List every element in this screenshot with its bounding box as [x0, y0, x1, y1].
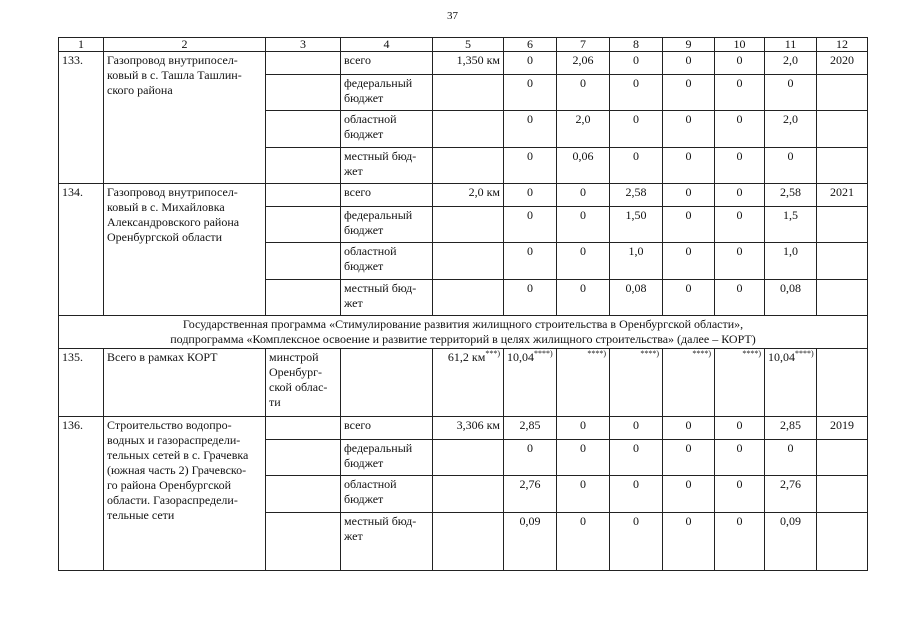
row-number: 136.	[59, 417, 104, 571]
value-v11: 1,5	[765, 207, 817, 243]
value-col11: 10,04****)	[765, 349, 817, 417]
responsible-org	[266, 280, 341, 316]
value-col6: 10,04****)	[504, 349, 557, 417]
object-name: Строительство водопро- водных и газораспредели- тельных сетей в с. Грачевка (южная часть 2) Грачевско- го района Оренбургской области. Газораспредели- тельные сети	[104, 417, 266, 571]
funding-source: всего	[341, 52, 433, 75]
value-year: 2021	[817, 184, 868, 207]
value-v7: 2,06	[557, 52, 610, 75]
funding-source: местный бюд- жет	[341, 280, 433, 316]
funding-source: федеральный бюджет	[341, 207, 433, 243]
program-heading	[59, 316, 868, 349]
value-v10: 0	[715, 52, 765, 75]
col-header: 5	[433, 38, 504, 52]
value-v7: 0	[557, 513, 610, 571]
value-v11: 2,76	[765, 476, 817, 513]
value-len	[433, 513, 504, 571]
col-header: 1	[59, 38, 104, 52]
value-v9: 0	[663, 440, 715, 476]
col-header: 4	[341, 38, 433, 52]
value-v7: 0,06	[557, 148, 610, 184]
value-year	[817, 243, 868, 280]
value-v10: 0	[715, 417, 765, 440]
value-v6: 0	[504, 207, 557, 243]
value-len	[433, 207, 504, 243]
funding-source: всего	[341, 184, 433, 207]
funding-source: федеральный бюджет	[341, 440, 433, 476]
funding-source: областной бюджет	[341, 476, 433, 513]
value-v7: 0	[557, 476, 610, 513]
value-v6: 2,85	[504, 417, 557, 440]
value-v10: 0	[715, 513, 765, 571]
value-v8: 0	[610, 440, 663, 476]
value-v7: 0	[557, 184, 610, 207]
responsible-org	[266, 52, 341, 75]
value-len	[433, 111, 504, 148]
value-v9: 0	[663, 243, 715, 280]
col-header: 2	[104, 38, 266, 52]
value-v8: 0	[610, 52, 663, 75]
value-v6: 0	[504, 148, 557, 184]
table-row	[59, 417, 868, 440]
table-row	[59, 184, 868, 207]
value-len: 1,350 км	[433, 52, 504, 75]
value-v11: 2,0	[765, 52, 817, 75]
value-v8: 2,58	[610, 184, 663, 207]
value-v8: 0	[610, 111, 663, 148]
value-col8: ****)	[610, 349, 663, 417]
value-col7: ****)	[557, 349, 610, 417]
table-row	[59, 349, 868, 417]
funding-source: областной бюджет	[341, 111, 433, 148]
responsible-org	[266, 243, 341, 280]
value-v11: 2,85	[765, 417, 817, 440]
row-number: 134.	[59, 184, 104, 316]
value-v6: 0	[504, 184, 557, 207]
value-v6: 0	[504, 243, 557, 280]
value-v10: 0	[715, 280, 765, 316]
col-header: 3	[266, 38, 341, 52]
object-name: Газопровод внутрипосел- ковый в с. Михайловка Александровского района Оренбургской области	[104, 184, 266, 316]
value-v9: 0	[663, 207, 715, 243]
value-v7: 0	[557, 243, 610, 280]
value-v8: 1,50	[610, 207, 663, 243]
responsible-org	[266, 207, 341, 243]
value-v9: 0	[663, 52, 715, 75]
value-v10: 0	[715, 440, 765, 476]
value-v6: 0	[504, 75, 557, 111]
value-v11: 1,0	[765, 243, 817, 280]
value-len: 3,306 км	[433, 417, 504, 440]
value-v10: 0	[715, 148, 765, 184]
responsible-org	[266, 148, 341, 184]
col-header: 10	[715, 38, 765, 52]
responsible-org: минстрой Оренбург- ской облас- ти	[266, 349, 341, 417]
row-number: 135.	[59, 349, 104, 417]
value-len	[433, 440, 504, 476]
responsible-org	[266, 75, 341, 111]
value-v9: 0	[663, 148, 715, 184]
funding-source: местный бюд- жет	[341, 513, 433, 571]
value-v9: 0	[663, 476, 715, 513]
value-year: 2019	[817, 417, 868, 440]
funding-source: областной бюджет	[341, 243, 433, 280]
value-v10: 0	[715, 184, 765, 207]
table-row	[59, 52, 868, 75]
funding-source: местный бюд- жет	[341, 148, 433, 184]
value-col9: ****)	[663, 349, 715, 417]
value-year	[817, 148, 868, 184]
responsible-org	[266, 513, 341, 571]
program-heading-row	[59, 316, 868, 349]
value-v7: 0	[557, 207, 610, 243]
value-v7: 0	[557, 417, 610, 440]
col-header: 8	[610, 38, 663, 52]
value-len: 2,0 км	[433, 184, 504, 207]
value-v6: 0	[504, 111, 557, 148]
value-year: 2020	[817, 52, 868, 75]
value-year	[817, 207, 868, 243]
object-name: Всего в рамках КОРТ	[104, 349, 266, 417]
value-v9: 0	[663, 184, 715, 207]
value-year	[817, 75, 868, 111]
value-v10: 0	[715, 111, 765, 148]
value-v8: 0	[610, 513, 663, 571]
value-v10: 0	[715, 207, 765, 243]
funding-source: федеральный бюджет	[341, 75, 433, 111]
value-len	[433, 75, 504, 111]
col-header: 9	[663, 38, 715, 52]
page-number: 37	[447, 10, 458, 22]
value-v11: 0,09	[765, 513, 817, 571]
funding-source: всего	[341, 417, 433, 440]
responsible-org	[266, 184, 341, 207]
value-v10: 0	[715, 75, 765, 111]
value-v9: 0	[663, 513, 715, 571]
value-v8: 0	[610, 148, 663, 184]
column-number-row	[59, 38, 868, 52]
value-len	[433, 280, 504, 316]
object-name: Газопровод внутрипосел- ковый в с. Ташла Ташлин- ского района	[104, 52, 266, 184]
value-year	[817, 476, 868, 513]
value-col10: ****)	[715, 349, 765, 417]
value-v9: 0	[663, 280, 715, 316]
value-v7: 2,0	[557, 111, 610, 148]
value-v8: 0,08	[610, 280, 663, 316]
col-header: 12	[817, 38, 868, 52]
funding-source	[341, 349, 433, 417]
col-header: 11	[765, 38, 817, 52]
value-len	[433, 476, 504, 513]
value-v10: 0	[715, 476, 765, 513]
value-v6: 0	[504, 440, 557, 476]
value-v11: 2,58	[765, 184, 817, 207]
budget-table	[58, 37, 868, 571]
value-len	[433, 243, 504, 280]
value-v11: 0	[765, 440, 817, 476]
responsible-org	[266, 417, 341, 440]
value-v8: 1,0	[610, 243, 663, 280]
value-v6: 2,76	[504, 476, 557, 513]
value-v11: 0,08	[765, 280, 817, 316]
responsible-org	[266, 111, 341, 148]
program-line-2: подпрограмма «Комплексное освоение и развитие территорий в целях жилищного строительства» (далее – КОРТ)	[170, 332, 756, 346]
value-v8: 0	[610, 417, 663, 440]
value-year	[817, 513, 868, 571]
value-v9: 0	[663, 75, 715, 111]
value-v6: 0,09	[504, 513, 557, 571]
value-v10: 0	[715, 243, 765, 280]
value-v7: 0	[557, 280, 610, 316]
value-v8: 0	[610, 75, 663, 111]
value-v9: 0	[663, 111, 715, 148]
value-v11: 2,0	[765, 111, 817, 148]
value-v9: 0	[663, 417, 715, 440]
value-year	[817, 280, 868, 316]
value-len	[433, 148, 504, 184]
row-number: 133.	[59, 52, 104, 184]
value-v11: 0	[765, 148, 817, 184]
program-line-1: Государственная программа «Стимулирование развития жилищного строительства в Оренбургской области»,	[182, 317, 744, 331]
responsible-org	[266, 440, 341, 476]
col-header: 7	[557, 38, 610, 52]
year	[817, 349, 868, 417]
col-header: 6	[504, 38, 557, 52]
value-year	[817, 440, 868, 476]
value-v6: 0	[504, 52, 557, 75]
responsible-org	[266, 476, 341, 513]
length-value: 61,2 км***)	[433, 349, 504, 417]
value-v7: 0	[557, 440, 610, 476]
value-v11: 0	[765, 75, 817, 111]
value-v6: 0	[504, 280, 557, 316]
value-year	[817, 111, 868, 148]
value-v7: 0	[557, 75, 610, 111]
value-v8: 0	[610, 476, 663, 513]
